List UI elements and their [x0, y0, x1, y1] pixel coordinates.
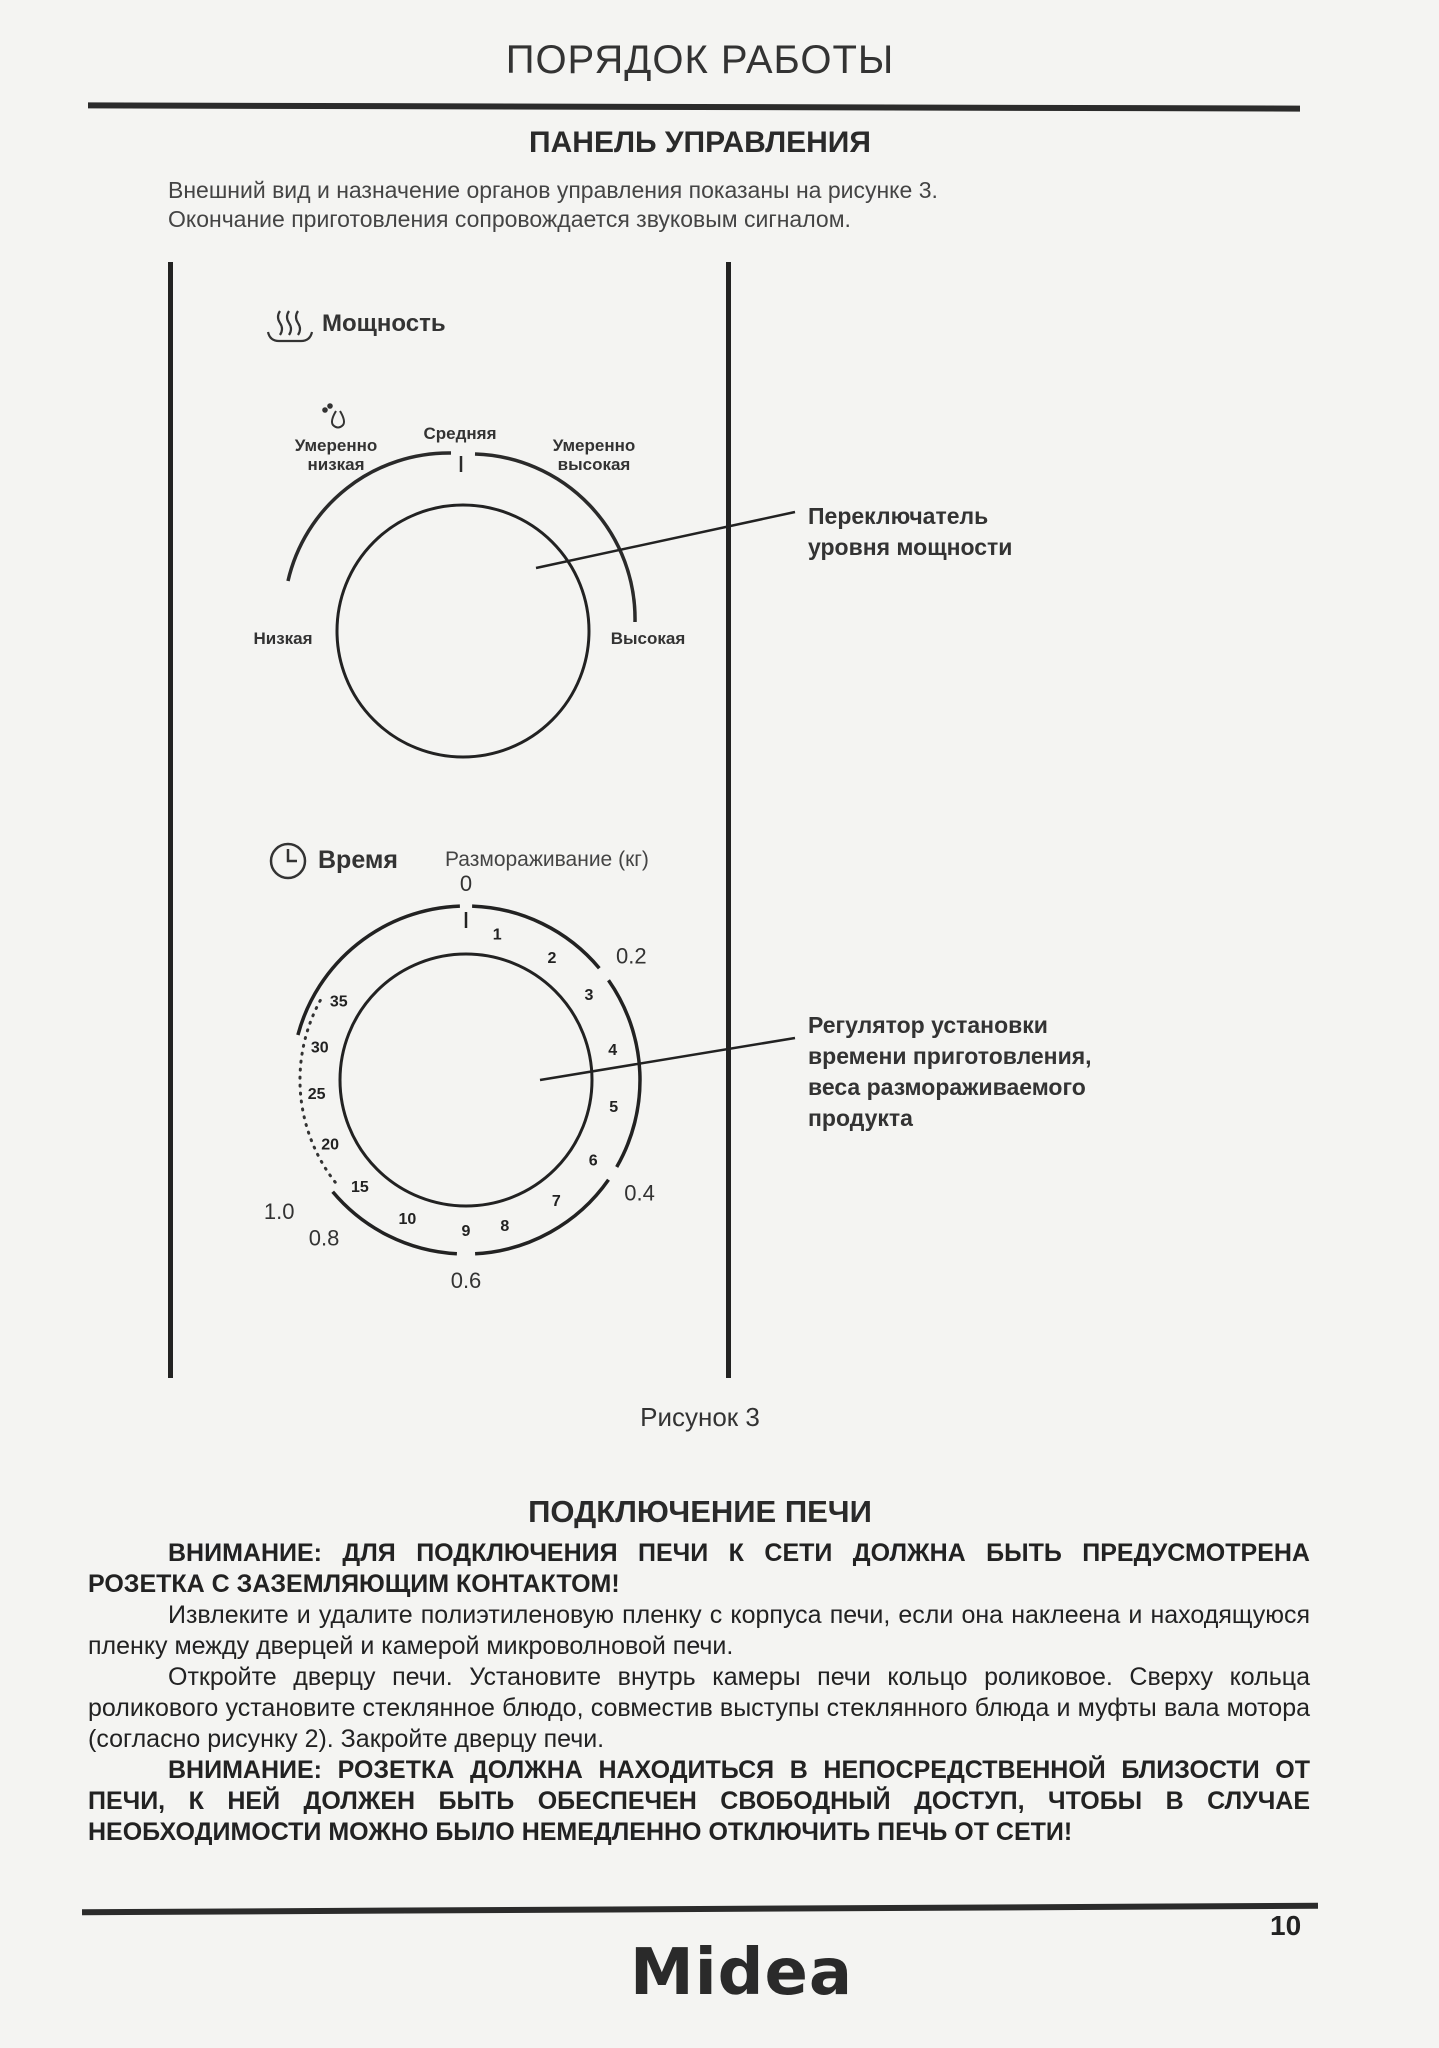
- timer-scale-segment: [475, 1180, 608, 1254]
- weight-tick-label: 0.2: [616, 943, 647, 969]
- page-title: ПОРЯДОК РАБОТЫ: [505, 38, 895, 82]
- power-medium-high-label: [535, 436, 653, 474]
- clock-icon: [271, 844, 305, 878]
- power-low-label: Низкая: [253, 629, 313, 648]
- timer-callout-line-1: Регулятор установки: [808, 1012, 1048, 1038]
- weight-tick-label: 0.8: [308, 1225, 340, 1251]
- weight-tick-label: 0.6: [450, 1268, 482, 1293]
- time-tick-label: 9: [461, 1223, 471, 1240]
- weight-tick-label: 1.0: [263, 1198, 295, 1224]
- timer-scale: [298, 906, 640, 1254]
- time-tick-label: 20: [321, 1136, 339, 1154]
- time-tick-label: 4: [608, 1041, 618, 1059]
- timer-heading: Время: [318, 846, 398, 874]
- connection-paragraph-1: Извлеките и удалите полиэтиленовую пленку с корпуса печи, если она наклеена и находящуюся пленку между дверцей и камерой микроволновой печи.: [88, 1601, 1310, 1660]
- timer-knob: [340, 954, 592, 1206]
- connection-warning-2: ВНИМАНИЕ: РОЗЕТКА ДОЛЖНА НАХОДИТЬСЯ В НЕПОСРЕДСТВЕННОЙ БЛИЗОСТИ ОТ ПЕЧИ, К НЕЙ ДОЛЖЕН БЫТЬ ОБЕСПЕЧЕН СВОБОДНЫЙ ДОСТУП, ЧТОБЫ В СЛУЧАЕ НЕОБХОДИМОСТИ МОЖНО БЫЛО НЕМЕДЛЕННО ОТКЛЮЧИТЬ ПЕЧЬ ОТ СЕТИ!: [88, 1756, 1310, 1846]
- power-medium-high-line-1: Умеренно: [552, 436, 636, 455]
- power-medium-low-label: [280, 436, 392, 474]
- power-knob: [337, 505, 589, 757]
- connection-warning-1: ВНИМАНИЕ: ДЛЯ ПОДКЛЮЧЕНИЯ ПЕЧИ К СЕТИ ДОЛЖНА БЫТЬ ПРЕДУСМОТРЕНА РОЗЕТКА С ЗАЗЕМЛЯЮЩИМ КОНТАКТОМ!: [88, 1539, 1310, 1598]
- defrost-heading: Размораживание (кг): [445, 848, 649, 871]
- power-callout-line-2: уровня мощности: [808, 534, 1013, 560]
- power-icon: [268, 311, 312, 341]
- page-number: 10: [1270, 1910, 1302, 1941]
- power-high-label: Высокая: [610, 629, 686, 648]
- timer-scale-segment: [333, 1192, 457, 1254]
- weight-tick-label: 0: [459, 871, 473, 896]
- time-tick-label: 30: [310, 1039, 329, 1057]
- connection-body: [88, 1538, 1310, 1848]
- timer-scale-segment: [298, 906, 460, 1035]
- footer-rule: [82, 1903, 1318, 1915]
- time-tick-label: 7: [551, 1192, 561, 1210]
- timer-scale-segment: [609, 980, 640, 1167]
- defrost-marker-icon: [323, 404, 344, 427]
- timer-scale-segment: [472, 906, 599, 968]
- time-tick-label: 3: [584, 987, 594, 1004]
- time-tick-label: 35: [329, 993, 348, 1011]
- power-medium-label: Средняя: [423, 424, 497, 443]
- power-medium-low-line-2: низкая: [307, 455, 365, 474]
- time-tick-label: 1: [492, 926, 502, 944]
- time-tick-label: 8: [500, 1217, 510, 1235]
- timer-leader-line: [540, 1038, 795, 1080]
- intro-line-1: Внешний вид и назначение органов управления показаны на рисунке 3.: [168, 177, 938, 203]
- power-heading: Мощность: [322, 310, 446, 337]
- timer-callout-line-3: веса размораживаемого: [808, 1074, 1086, 1100]
- connection-title: ПОДКЛЮЧЕНИЕ ПЕЧИ: [528, 1494, 872, 1529]
- time-tick-label: 2: [547, 950, 557, 968]
- time-tick-label: 25: [307, 1086, 326, 1104]
- power-medium-high-line-2: высокая: [557, 455, 631, 474]
- brand-logo: Midea: [630, 1936, 854, 2010]
- time-tick-label: 5: [609, 1099, 619, 1116]
- power-medium-low-line-1: Умеренно: [294, 436, 378, 455]
- power-callout-line-1: Переключатель: [808, 503, 989, 529]
- time-tick-label: 10: [398, 1211, 417, 1229]
- weight-tick-label: 0.4: [624, 1180, 655, 1206]
- panel-title: ПАНЕЛЬ УПРАВЛЕНИЯ: [529, 126, 871, 159]
- time-tick-label: 6: [588, 1152, 598, 1170]
- timer-callout-line-2: времени приготовления,: [808, 1043, 1092, 1069]
- intro-line-2: Окончание приготовления сопровождается звуковым сигналом.: [168, 206, 851, 232]
- connection-paragraph-2: Откройте дверцу печи. Установите внутрь камеры печи кольцо роликовое. Сверху кольца роликового установите стеклянное блюдо, совместив выступы стеклянного блюда и муфты вала мотора (согласно рисунку 2). Закройте дверцу печи.: [88, 1663, 1310, 1753]
- timer-callout: [808, 1010, 1092, 1134]
- power-leader-line: [536, 512, 795, 568]
- power-callout: [808, 501, 1012, 563]
- time-tick-label: 15: [351, 1179, 369, 1197]
- figure-caption: Рисунок 3: [640, 1402, 760, 1432]
- timer-callout-line-4: продукта: [808, 1105, 913, 1131]
